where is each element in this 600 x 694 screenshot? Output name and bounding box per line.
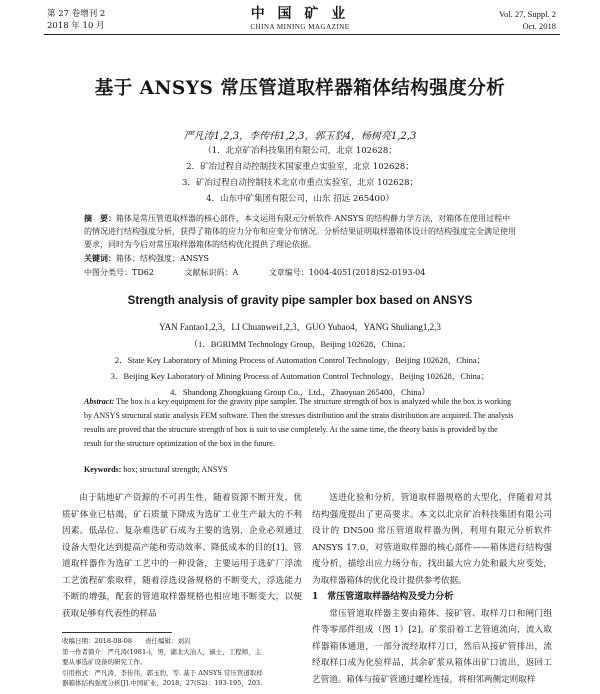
issue-label: 第 27 卷增刊 2 bbox=[47, 9, 106, 19]
footnote-line: 器箱体结构强度分析[J].中国矿业，2018，27(S2)：193-195，203. bbox=[62, 679, 263, 687]
affiliations-en bbox=[60, 336, 540, 400]
keywords-label-cn: 关键词： bbox=[84, 253, 116, 263]
affiliation-line-en: 4．Shandong Zhongkuang Group Co.，Ltd.，Zhaoyuan 265400，China） bbox=[170, 387, 430, 397]
footnote-rule bbox=[62, 632, 172, 633]
body-column-left bbox=[62, 490, 302, 622]
footnotes bbox=[62, 636, 302, 689]
affiliation-line: （1．北京矿冶科技集团有限公司，北京 102628； bbox=[203, 146, 397, 156]
footnote-line: 第一作者简介：严凡涛(1981-)，男，湖北大冶人，硕士，工程师，主 bbox=[62, 647, 262, 656]
running-header-right bbox=[499, 8, 556, 32]
keywords-en bbox=[84, 465, 228, 474]
affiliation-line-en: 3．Beijing Key Laboratory of Mining Process of Automation Control Technology，Beijing 102628，China； bbox=[110, 371, 490, 381]
abstract-label-en: Abstract: bbox=[84, 397, 115, 406]
abstract-text-cn: 箱体是常压管道取样器的核心部件，本文运用有限元分析软件 ANSYS 的结构静力学方法，对箱体在使用过程中的情况进行结构强度分析，获得了箱体的应力分布和应变分布情况。分析结果证明取样器箱体设计的结构强度完全满足使用要求，同时为今后对常压取样器箱体的结构优化提供了理论依据。 bbox=[84, 214, 516, 249]
body-paragraph: 送进化验和分析，管道取样器规格的大型化，伴随着对其结构强度提出了更高要求。本文以北京矿冶科技集团有限公司设计的 DN500 常压管道取样器为例，利用有限元分析软件 ANSYS 17.0，对管道取样器的核心部件——箱体进行结构强度分析，描绘出应力场分布，找出最大应力处和最大应变处，为取样器箱体的优化设计提供参考依据。 bbox=[312, 493, 552, 586]
header-rule bbox=[44, 34, 560, 35]
keywords-cn bbox=[84, 252, 516, 265]
paper-title-cn: 基于 ANSYS 常压管道取样器箱体结构强度分析 bbox=[94, 78, 506, 99]
footnote-line: 引用格式：严凡涛，李传伟，郭玉豹，等. 基于 ANSYS 常压管道取样 bbox=[62, 668, 263, 677]
abstract-label-cn: 摘 要： bbox=[84, 213, 116, 223]
classification-row bbox=[84, 267, 453, 278]
keywords-text-en: box; structural strength; ANSYS bbox=[123, 465, 228, 474]
affiliation-line: 4．山东中矿集团有限公司，山东 招远 265400） bbox=[206, 194, 394, 204]
authors-cn: 严凡涛1,2,3，李传伟1,2,3，郭玉豹4，杨树亮1,2,3 bbox=[183, 131, 417, 142]
keywords-label-en: Keywords: bbox=[84, 465, 122, 474]
authors-en: YAN Fantao1,2,3，LI Chuanwei1,2,3，GUO Yubao4，YANG Shuliang1,2,3 bbox=[159, 322, 441, 332]
abstract-text-en: The box is a key equipment for the gravity pipe sampler. The structure strength of box is analyzed while the box is working by ANSYS structural static analysis FEM software. Then the stresses distribution and the strain distribution are acquired. The analysis results are proved that the structure strength of box is suit to use completely. At the same time, the theory basis is provided by the result for the structure optimization of the box in the future. bbox=[84, 397, 514, 448]
body-paragraph: 由于陆地矿产资源的不可再生性，随着资源不断开发，优质矿体业已枯竭，矿石质量下降成为选矿工业生产最大的不利因素。低品位、复杂难选矿石成为主要的选别，企业必须通过设备大型化达到提高产能和劳动效率、降低成本的目的[1]。管道取样器作为选矿工艺中的一种设备，主要运用于选矿厂浮流工艺流程矿浆取样，随着浮选设备规格的不断变大，浮选能力不断的增强，配套的管道取样器规格也相应地不断变大，以便获取足够有代表性的样品 bbox=[62, 493, 302, 619]
keywords-text-cn: 箱体；结构强度；ANSYS bbox=[116, 254, 210, 263]
clc-number: 中图分类号：TD62 bbox=[84, 268, 154, 277]
section-heading: 1 常压管道取样器结构及受力分析 bbox=[312, 592, 454, 602]
abstract-en bbox=[84, 395, 516, 451]
body-column-right bbox=[312, 490, 552, 688]
affiliations-cn bbox=[120, 143, 480, 207]
affiliation-line: 2．矿冶过程自动控制技术国家重点实验室，北京 102628； bbox=[186, 162, 414, 172]
date-label-en: Oct. 2018 bbox=[522, 21, 556, 31]
journal-name-cn: 中 国 矿 业 bbox=[250, 6, 350, 22]
footnote-line: 收稿日期：2018-08-08 责任编辑：刘岩 bbox=[62, 637, 191, 645]
abstract-cn bbox=[84, 212, 516, 251]
paper-title-en: Strength analysis of gravity pipe sampler box based on ANSYS bbox=[127, 295, 473, 307]
body-paragraph: 常压管道取样器主要由箱体、接矿管、取样刀口和闸门组件等零部件组成（图 1）[2]。矿浆沿着工艺管道流向，流入取样器箱体通道，一部分流经取样刀口，然后从接矿管排出，流经取样口成为化验样品，其余矿浆从箱体出矿口流出，返回工艺管道。箱体与接矿管通过螺栓连接，将相邻两侧定则取样 bbox=[312, 608, 552, 685]
volume-label: Vol. 27, Suppl. 2 bbox=[499, 9, 556, 19]
affiliation-line: 3．矿冶过程自动控制技术北京市重点实验室，北京 102628； bbox=[181, 178, 419, 188]
document-code: 文献标识码：A bbox=[184, 268, 239, 277]
date-label: 2018 年 10 月 bbox=[47, 21, 105, 31]
article-number: 文章编号：1004-4051(2018)S2-0193-04 bbox=[268, 268, 426, 277]
affiliation-line-en: 2．State Key Laboratory of Mining Process of Automation Control Technology，Beijing 102628，China； bbox=[114, 355, 486, 365]
footnote-line: 要从事选矿设备的研究工作。 bbox=[62, 658, 147, 666]
affiliation-line-en: （1．BGRIMM Technology Group，Beijing 102628，China； bbox=[189, 339, 411, 349]
journal-name-en: CHINA MINING MAGAZINE bbox=[250, 23, 350, 31]
